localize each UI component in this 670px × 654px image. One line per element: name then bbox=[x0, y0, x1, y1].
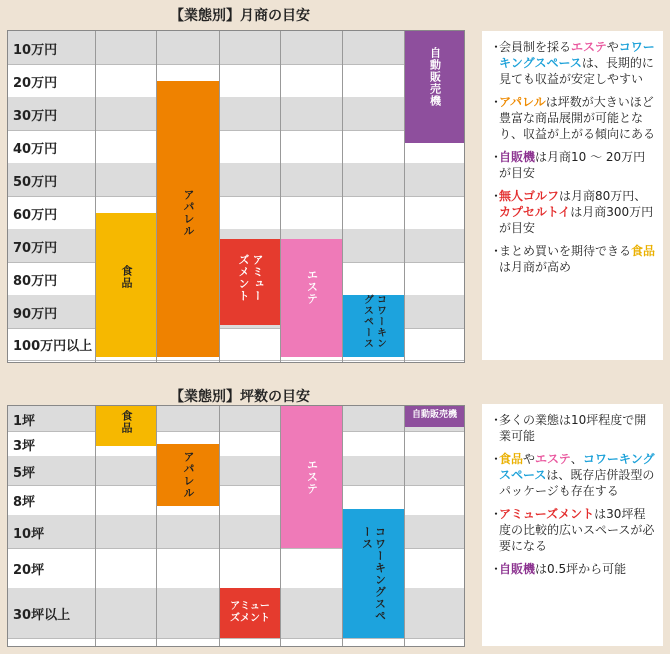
note-highlight: 無人ゴルフ bbox=[499, 189, 560, 203]
note-fragment: や bbox=[523, 452, 536, 466]
bar-amusement bbox=[220, 588, 280, 638]
row-label: 3坪 bbox=[13, 438, 36, 454]
note-text bbox=[499, 451, 657, 499]
table-row bbox=[8, 64, 464, 97]
row-label: 80万円 bbox=[13, 273, 58, 289]
note-text bbox=[499, 94, 657, 142]
row-label: 100万円以上 bbox=[13, 339, 93, 354]
notes-monthly bbox=[482, 31, 663, 360]
row-label: 20坪 bbox=[13, 563, 45, 578]
note-highlight: アパレル bbox=[499, 95, 546, 109]
row-label: 30坪以上 bbox=[13, 608, 71, 623]
note-fragment: は月商が高め bbox=[499, 260, 572, 274]
notes-floor-area bbox=[482, 404, 663, 646]
row-label: 1坪 bbox=[13, 413, 36, 429]
bar-coworking bbox=[343, 295, 404, 357]
note-item bbox=[490, 506, 657, 554]
note-fragment: は坪数が大きいほど豊富な商品展開が可能となり、収益が上がる傾向にある bbox=[499, 95, 656, 141]
bar-apparel bbox=[157, 81, 219, 357]
row-divider bbox=[8, 638, 464, 639]
bar-apparel bbox=[157, 444, 219, 507]
bar-label: コワーキングスペース bbox=[360, 525, 387, 622]
note-fragment: は、長期的に見ても収益が安定しやすい bbox=[499, 56, 654, 86]
note-text bbox=[499, 506, 657, 554]
bar-label: 食品 bbox=[120, 264, 133, 289]
table-row bbox=[8, 196, 464, 229]
row-label: 30万円 bbox=[13, 108, 58, 124]
bar-vending bbox=[405, 31, 464, 143]
note-text bbox=[499, 149, 657, 181]
note-item bbox=[490, 412, 657, 444]
bar-label: アパレル bbox=[182, 188, 195, 237]
row-label: 90万円 bbox=[13, 306, 58, 322]
table-row bbox=[8, 431, 464, 456]
bar-food bbox=[96, 213, 156, 357]
bar-esthe bbox=[281, 406, 342, 548]
row-label: 5坪 bbox=[13, 465, 36, 481]
bullet-icon: ・ bbox=[490, 189, 503, 203]
bullet-icon: ・ bbox=[490, 452, 503, 466]
note-item bbox=[490, 188, 657, 236]
bar-label: エステ bbox=[305, 268, 319, 305]
bar-amusement bbox=[220, 239, 280, 325]
note-item bbox=[490, 94, 657, 142]
note-fragment: 多くの業態は10坪程度で開業可能 bbox=[499, 413, 647, 443]
note-fragment: は月商80万円、 bbox=[559, 189, 647, 203]
bar-coworking bbox=[343, 509, 404, 638]
floor-area-table bbox=[7, 405, 465, 647]
row-label: 40万円 bbox=[13, 141, 58, 157]
row-label: 10坪 bbox=[13, 526, 45, 542]
note-highlight: カプセルトイ bbox=[499, 205, 571, 219]
monthly-sales-table bbox=[7, 30, 465, 363]
bullet-icon: ・ bbox=[490, 244, 503, 258]
note-highlight: コワーキングスペース bbox=[499, 452, 655, 482]
note-fragment: 、 bbox=[570, 452, 583, 466]
column-divider bbox=[404, 406, 405, 646]
bullet-icon: ・ bbox=[490, 95, 503, 109]
note-item bbox=[490, 243, 657, 275]
row-label: 10万円 bbox=[13, 42, 58, 58]
note-highlight: 食品 bbox=[499, 452, 524, 466]
note-highlight: 食品 bbox=[631, 244, 656, 258]
note-highlight: 自販機 bbox=[499, 562, 536, 576]
bullet-icon: ・ bbox=[490, 507, 503, 521]
note-text bbox=[499, 188, 657, 236]
table-row bbox=[8, 406, 464, 431]
bar-label: 自動販売機 bbox=[428, 47, 442, 107]
bullet-icon: ・ bbox=[490, 413, 503, 427]
bar-vending bbox=[405, 406, 464, 427]
note-fragment: 会員制を採る bbox=[499, 40, 572, 54]
note-fragment: や bbox=[606, 40, 619, 54]
note-text bbox=[499, 243, 657, 275]
note-text bbox=[499, 412, 657, 444]
note-highlight: エステ bbox=[571, 40, 607, 54]
note-fragment: は30坪程度の比較的広いスペースが必要になる bbox=[499, 507, 655, 553]
note-item bbox=[490, 451, 657, 499]
note-highlight: 自販機 bbox=[499, 150, 536, 164]
bullet-icon: ・ bbox=[490, 562, 503, 576]
bar-label: エステ bbox=[305, 459, 319, 495]
table-row bbox=[8, 130, 464, 163]
note-highlight: アミューズメント bbox=[499, 507, 595, 521]
note-fragment: は、既存店併設型のパッケージも存在する bbox=[499, 468, 655, 498]
bullet-icon: ・ bbox=[490, 150, 503, 164]
bar-label: アミューズメント bbox=[230, 601, 270, 624]
note-item bbox=[490, 149, 657, 181]
bar-label: コワーキングスペース bbox=[361, 293, 386, 349]
note-text bbox=[499, 561, 626, 577]
bullet-icon: ・ bbox=[490, 40, 503, 54]
note-highlight: エステ bbox=[535, 452, 571, 466]
row-label: 70万円 bbox=[13, 240, 58, 256]
bar-food bbox=[96, 406, 156, 446]
note-fragment: は0.5坪から可能 bbox=[535, 562, 627, 576]
row-divider bbox=[8, 360, 464, 361]
note-item bbox=[490, 561, 657, 577]
row-label: 50万円 bbox=[13, 174, 58, 190]
bar-label: 食品 bbox=[120, 410, 133, 434]
table-row bbox=[8, 31, 464, 64]
note-fragment: は月商300万円が目安 bbox=[499, 205, 654, 235]
row-label: 20万円 bbox=[13, 75, 58, 91]
chart-title-monthly: 【業態別】月商の目安 bbox=[170, 8, 310, 24]
table-row bbox=[8, 97, 464, 130]
row-label: 8坪 bbox=[13, 495, 36, 510]
bar-esthe bbox=[281, 239, 342, 357]
chart-title-floor-area: 【業態別】坪数の目安 bbox=[170, 389, 310, 405]
bar-label: アパレル bbox=[182, 450, 195, 499]
note-fragment: は月商10 ～ 20万円が目安 bbox=[499, 150, 646, 180]
bar-label: アミューズメント bbox=[237, 253, 264, 302]
table-row bbox=[8, 456, 464, 485]
table-row bbox=[8, 163, 464, 196]
row-label: 60万円 bbox=[13, 207, 58, 223]
note-text bbox=[499, 39, 657, 87]
bar-label: 自動販売機 bbox=[411, 410, 457, 420]
note-fragment: まとめ買いを期待できる bbox=[499, 244, 632, 258]
note-item bbox=[490, 39, 657, 87]
note-highlight: コワーキングスペース bbox=[499, 40, 655, 70]
column-divider bbox=[156, 406, 157, 646]
